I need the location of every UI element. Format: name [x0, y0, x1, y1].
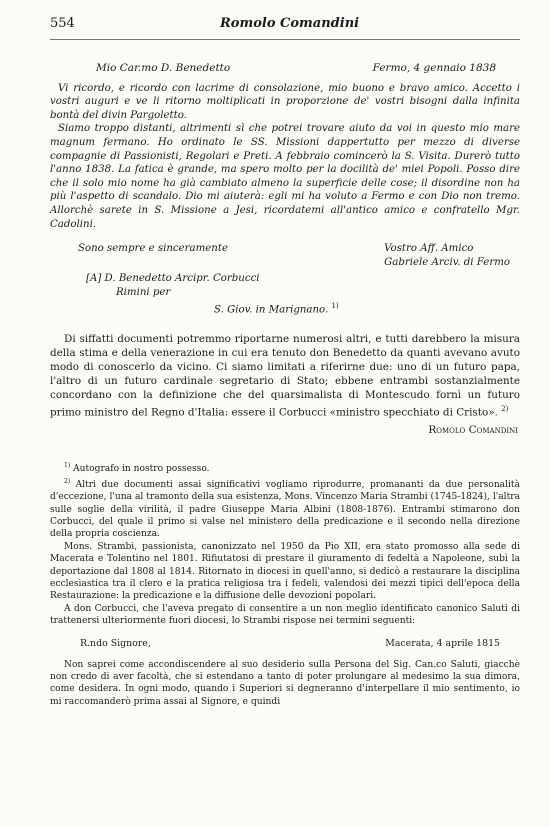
- footnote-2-continued-b: A don Corbucci, che l'aveva pregato di consentire a un non meglio identificato canonico Saluti di trattenersi ulteriormente fuori diocesi, lo Strambi rispose nei termini seguenti:: [50, 603, 520, 627]
- footnote-2-mark: 2): [64, 477, 71, 485]
- main-text: [50, 333, 520, 438]
- letter-2-salutation: R.ndo Signore,: [80, 637, 151, 649]
- letter-1-heading: [50, 62, 520, 76]
- page-header: [50, 16, 520, 40]
- closing-signature-line-2: Gabriele Arciv. di Fermo: [384, 256, 510, 268]
- running-title: Romolo Comandini: [220, 16, 360, 31]
- footnote-2: [50, 476, 520, 541]
- letter-2-text: Non saprei come accondiscendere al suo desiderio sulla Persona del Sig. Can.co Saluti, giacchè non credo di aver facoltà, che si estendano a tanto di poter prolungare al medesimo la sua dimora, come desidera. In ogni modo, quando i Superiori si degneranno d'interpellare il mio sentimento, io mi raccomanderò prima assai al Signore, e quindi: [50, 659, 520, 707]
- main-paragraph-text: Di siffatti documenti potremmo riportarne numerosi altri, e tutti darebbero la misura della stima e della venerazione in cui era tenuto don Benedetto da quanti avevano avuto modo di conoscerlo da vicino. Ci siamo limitati a riferirne due: uno di un futuro papa, l'altro di un futuro cardinale segretario di Stato; ebbene entrambi sostanzialmente concordano con la definizione che del quarsimalista di Montescudo fornì un futuro primo ministro del Regno d'Italia: essere il Corbucci «ministro specchiato di Cristo».: [50, 333, 520, 419]
- letter-2: [50, 659, 520, 709]
- letter-2-place-date: Macerata, 4 aprile 1815: [385, 637, 500, 649]
- letter-2-heading: [50, 638, 520, 649]
- main-paragraph: [50, 333, 520, 420]
- page-number: 554: [50, 16, 75, 31]
- address-line-1: [A] D. Benedetto Arcipr. Corbucci: [86, 273, 260, 285]
- footnote-1-text: Autografo in nostro possesso.: [73, 464, 210, 475]
- letter-1-salutation: Mio Car.mo D. Benedetto: [96, 62, 231, 74]
- letter-1-paragraph-1: Vi ricordo, e ricordo con lacrime di consolazione, mio buono e bravo amico. Accetto i vostri auguri e ve li ritorno moltiplicati in proporzione de' vostri bisogni dalla infinita bontà del divin Pargoletto.: [50, 82, 520, 121]
- footnote-ref-1: 1): [331, 301, 339, 310]
- footnote-2-continued-a: Mons. Strambi, passionista, canonizzato nel 1950 da Pio XII, era stato promosso alla sede di Macerata e Tolentino nel 1801. Rifiutatosi di prestare il giuramento di fedeltà a Napoleone, subì la deportazione dal 1808 al 1814. Ritornato in diocesi in quell'anno, si dedicò a restaurare la disciplina ecclesiastica tra il clero e la pratica religiosa tra i fedeli, valendosi dei mezzi tipici dell'epoca della Restaurazione: la predicazione e la diffusione delle devozioni popolari.: [50, 541, 520, 602]
- address-line-3-text: S. Giov. in Marignano.: [214, 303, 329, 315]
- closing-signature-line-1: Vostro Aff. Amico: [384, 243, 474, 255]
- letter-1-closing: [50, 242, 520, 269]
- author-signature: Romolo Comandini: [428, 424, 518, 437]
- footnote-2-text: Altri due documenti assai significativi vogliamo riprodurre, promananti da due personalità d'eccezione, l'una al tramonto della sua esistenza, Mons. Vincenzo Maria Strambi (1745-1824), l'altra sulle soglie della virilità, il padre Giuseppe Maria Albini (1808-1876). Entrambi stimarono don Corbucci, del quale il primo si valse nel ministero della predicazione e il secondo nella direzione della propria coscienza.: [50, 479, 520, 540]
- letter-1: [50, 62, 520, 316]
- closing-signature: [384, 242, 510, 269]
- address-line-2: Rimini per: [116, 286, 171, 298]
- letter-1-address: [50, 272, 520, 316]
- letter-1-place-date: Fermo, 4 gennaio 1838: [372, 62, 496, 74]
- footnotes: [50, 460, 520, 627]
- letter-1-paragraph-2: Siamo troppo distanti, altrimenti sì che potrei trovare aiuto da voi in questo mio mare magnum fermano. Ho ordinato le SS. Missioni dappertutto per mezzo di diverse compagnie di Passionisti, Regolari e Preti. A febbraio comincerò la S. Visita. Durerò tutto l'anno 1838. La fatica è grande, ma spero molto per la docilità de' miei Popoli. Posso dire che il solo mio nome ha già cambiato almeno la superficie delle cose; il disordine non ha più l'aspetto di scandalo. Dio mi aiuterà: egli mi ha voluto a Fermo e con Dio non tremo. Allorchè sarete in S. Missione a Jesi, ricordatemi all'antico amico e confratello Mgr. Cadolini.: [50, 123, 520, 230]
- footnote-ref-2: 2): [501, 405, 509, 414]
- footnote-1: [50, 460, 520, 475]
- closing-formula: Sono sempre e sinceramente: [78, 243, 228, 255]
- footnote-1-mark: 1): [64, 462, 71, 470]
- address-line-3: [86, 300, 520, 317]
